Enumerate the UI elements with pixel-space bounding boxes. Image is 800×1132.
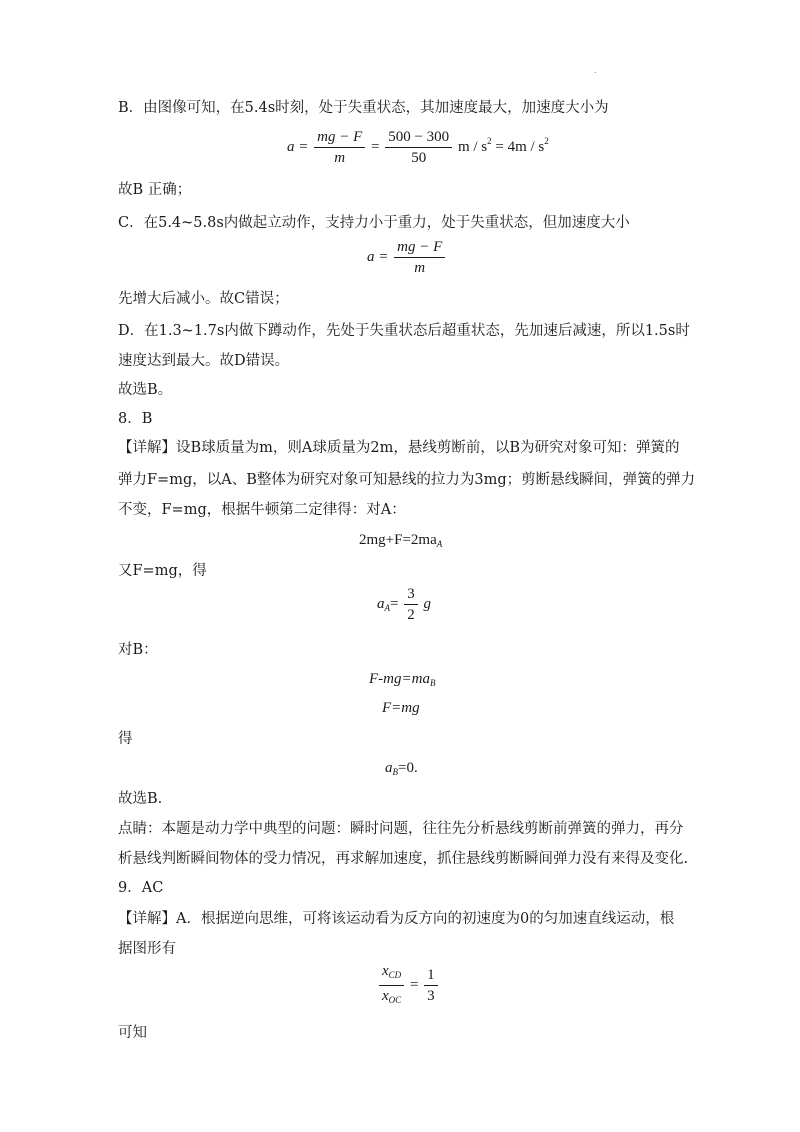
eq4-eq: = — [390, 595, 399, 612]
eq5-main: F-mg=ma — [369, 671, 430, 687]
eq2-den: m — [414, 260, 426, 276]
eq4-den: 2 — [407, 607, 415, 623]
q9-paragraph-1: 【详解】A．根据逆向思维，可将该运动看为反方向的初速度为0的匀加速直线运动，根 — [118, 911, 675, 927]
equation-5 — [369, 671, 435, 688]
option-b-conclusion: 故B 正确； — [118, 182, 192, 198]
eq1-unit: m / s — [457, 138, 488, 155]
eq1-fraction-2 — [385, 128, 452, 167]
q9-paragraph-2: 据图形有 — [118, 941, 176, 957]
equation-1 — [287, 128, 549, 167]
equation-2 — [367, 238, 447, 277]
q8-for-b: 对B： — [118, 642, 158, 658]
eq8-den-sub: OC — [388, 995, 402, 1005]
eq8-numerator — [379, 962, 404, 986]
eq8-fraction-right — [424, 966, 438, 1005]
eq1-lhs: a = — [287, 138, 309, 155]
question-8-title: 8．B — [118, 411, 153, 427]
q8-comment-1: 点睛：本题是动力学中典型的问题：瞬时问题，往往先分析悬线剪断前弹簧的弹力，再分 — [118, 821, 684, 837]
eq2-num: mg − F — [394, 238, 445, 258]
eq1-fraction-1 — [314, 128, 365, 167]
eq1-rhs: = 4m / s — [495, 138, 545, 155]
option-c-text: C．在5.4~5.8s内做起立动作，支持力小于重力，处于失重状态，但加速度大小 — [118, 215, 630, 231]
answer-8: 故选B. — [118, 791, 163, 807]
eq6-text: F=mg — [382, 700, 420, 716]
eq4-g: g — [423, 595, 431, 612]
eq8-denominator — [379, 986, 404, 1009]
eq4-var: a — [377, 595, 385, 612]
eq1-den1: m — [334, 150, 346, 166]
eq3-main: 2mg+F=2ma — [359, 532, 437, 548]
eq5-sub: B — [429, 678, 436, 688]
equation-4 — [377, 585, 431, 624]
eq4-fraction — [404, 585, 418, 624]
option-d-text-2: 速度达到最大。故D错误。 — [118, 353, 290, 369]
eq8-den-var: x — [382, 988, 389, 1004]
eq7-var: a — [385, 760, 393, 776]
question-9-title: 9．AC — [118, 880, 164, 896]
option-b-text: B．由图像可知，在5.4s时刻，处于失重状态，其加速度最大，加速度大小为 — [118, 100, 609, 116]
eq1-num1: mg − F — [314, 128, 365, 148]
eq1-eq-sign: = — [371, 138, 380, 155]
eq1-den2: 50 — [411, 150, 427, 166]
q8-middle-text: 又F=mg，得 — [118, 563, 207, 579]
eq4-num: 3 — [404, 585, 418, 605]
equation-8 — [377, 962, 440, 1009]
corner-mark: . — [594, 66, 597, 75]
eq8-fraction-left — [379, 962, 404, 1009]
q8-paragraph-3: 不变，F=mg，根据牛顿第二定律得：对A： — [118, 502, 406, 518]
eq4-sub: A — [384, 602, 390, 613]
q8-comment-2: 析悬线判断瞬间物体的受力情况，再求解加速度，抓住悬线剪断瞬间弹力没有来得及变化. — [118, 851, 689, 867]
option-c-conclusion: 先增大后减小。故C错误； — [118, 291, 289, 307]
q8-paragraph-2: 弹力F=mg，以A、B整体为研究对象可知悬线的拉力为3mg；剪断悬线瞬间，弹簧的弹力 — [118, 472, 696, 488]
eq2-lhs: a = — [367, 248, 389, 265]
q8-paragraph-1: 【详解】设B球质量为m，则A球质量为2m，悬线剪断前，以B为研究对象可知：弹簧的 — [118, 440, 680, 456]
option-d-text-1: D．在1.3~1.7s内做下蹲动作，先处于失重状态后超重状态，先加速后减速，所以1.5s时 — [118, 323, 690, 339]
eq7-rest: =0. — [398, 760, 418, 776]
eq2-fraction — [394, 238, 445, 277]
eq8-den: 3 — [427, 988, 435, 1004]
eq1-rhs-exp: 2 — [544, 135, 549, 146]
eq8-eq: = — [409, 976, 419, 993]
eq3-sub: A — [436, 539, 443, 549]
eq1-num2: 500 − 300 — [385, 128, 452, 148]
eq1-exp: 2 — [487, 135, 492, 146]
answer-7: 故选B。 — [118, 382, 173, 398]
q9-end: 可知 — [118, 1025, 147, 1041]
q8-de: 得 — [118, 731, 133, 747]
eq8-num-var: x — [382, 963, 389, 979]
equation-7 — [385, 760, 418, 777]
equation-3 — [359, 532, 442, 549]
eq8-num: 1 — [424, 966, 438, 986]
eq8-num-sub: CD — [388, 970, 402, 980]
eq7-sub: B — [392, 767, 398, 777]
equation-6 — [382, 700, 420, 717]
